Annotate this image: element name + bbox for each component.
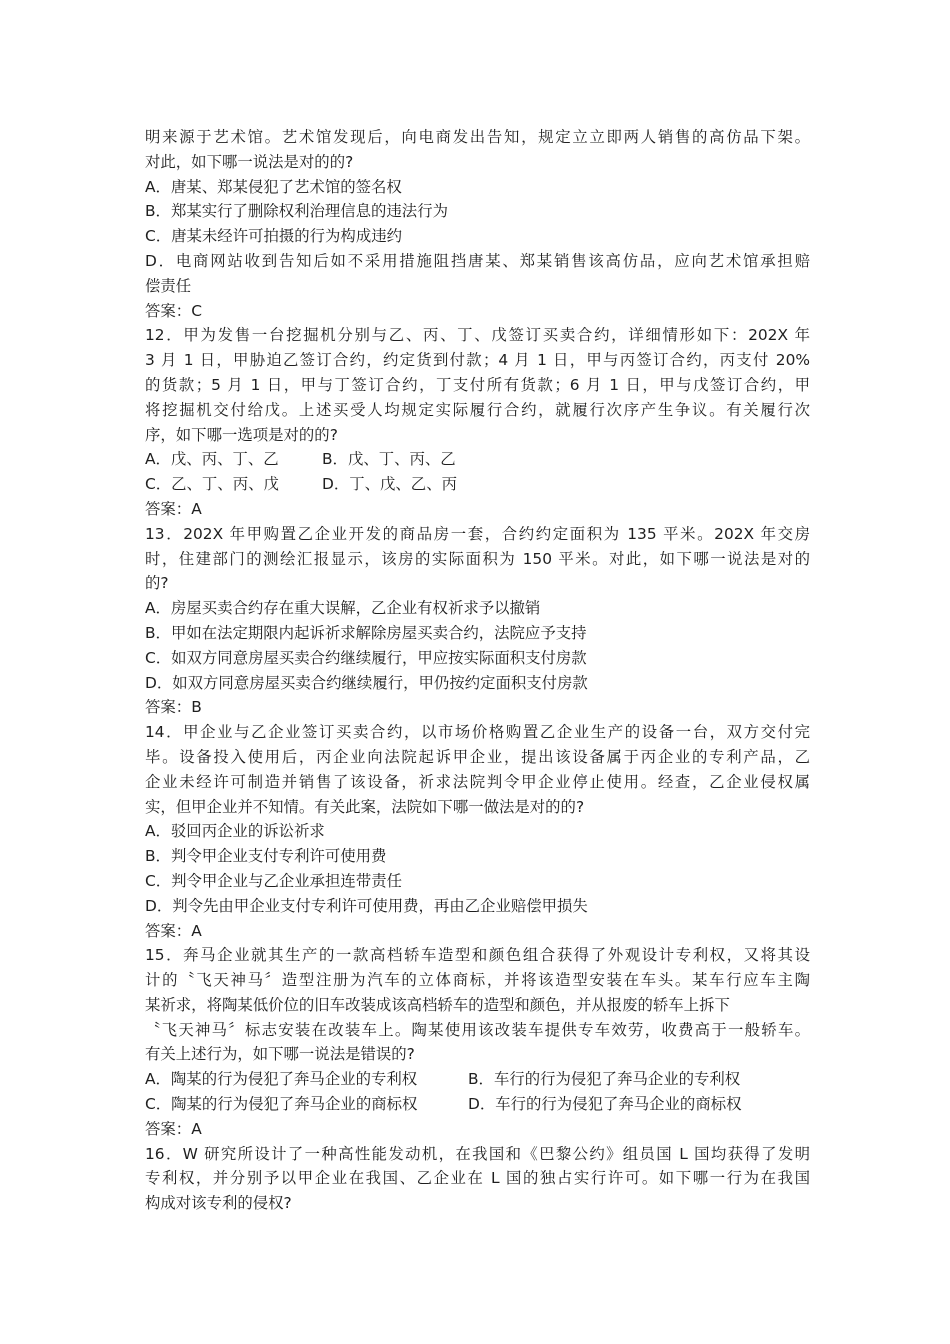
option-b: B．车行的行为侵犯了奔马企业的专利权 (468, 1070, 741, 1089)
options-row (145, 1092, 810, 1117)
option-d: D．电商网站收到告知后如不采用措施阻挡唐某、郑某销售该高仿品，应向艺术馆承担赔 (145, 251, 810, 270)
answer-line (145, 1117, 810, 1142)
answer-label: 答案： (145, 1119, 192, 1138)
answer-label: 答案： (145, 301, 192, 320)
question-text-line: 15．奔马企业就其生产的一款高档轿车造型和颜色组合获得了外观设计专利权，又将其设 (145, 946, 810, 965)
option-a: A．驳回丙企业的诉讼祈求 (145, 822, 325, 841)
question-text-line: 某祈求，将陶某低价位的旧车改装成该高档轿车的造型和颜色，并从报废的轿车上拆下 (145, 995, 730, 1014)
option-c: C．如双方同意房屋买卖合约继续履行，甲应按实际面积支付房款 (145, 648, 587, 667)
question-text-line: 的? (145, 574, 169, 593)
options-row (145, 472, 810, 497)
option-b: B．判令甲企业支付专利许可使用费 (145, 847, 387, 866)
answer-value: A (191, 921, 202, 940)
answer-value: B (191, 698, 202, 717)
question-text-line: 计的〝飞天神马〞造型注册为汽车的立体商标，并将该造型安装在车头。某车行应车主陶 (145, 971, 810, 990)
option-c: C．乙、丁、丙、戊 (145, 475, 279, 494)
option-c: C．唐某未经许可拍摄的行为构成违约 (145, 227, 402, 246)
question-text-line: 毕。设备投入使用后，丙企业向法院起诉甲企业，提出该设备属于丙企业的专利产品，乙 (145, 747, 810, 766)
answer-line (145, 919, 810, 944)
option-a: A．房屋买卖合约存在重大误解，乙企业有权祈求予以撤销 (145, 599, 541, 618)
option-a: A．陶某的行为侵犯了奔马企业的专利权 (145, 1070, 418, 1089)
answer-line (145, 695, 810, 720)
answer-label: 答案： (145, 698, 192, 717)
question-text-line: 3 月 1 日，甲胁迫乙签订合约，约定货到付款；4 月 1 日，甲与丙签订合约，丙支付 20% (145, 351, 810, 370)
option-d-continued: 偿责任 (145, 276, 192, 295)
question-14 (145, 720, 810, 943)
question-text-line: 企业未经许可制造并销售了该设备，祈求法院判令甲企业停止使用。经查，乙企业侵权属 (145, 772, 810, 791)
question-12 (145, 323, 810, 521)
option-d: D．丁、戊、乙、丙 (322, 475, 457, 494)
document-page (145, 125, 810, 1216)
question-text-line: 12．甲为发售一台挖掘机分别与乙、丙、丁、戊签订买卖合约，详细情形如下：202X 年 (145, 326, 810, 345)
question-text-line: 14．甲企业与乙企业签订买卖合约，以市场价格购置乙企业生产的设备一台，双方交付完 (145, 723, 810, 742)
question-text-line: 有关上述行为，如下哪一说法是错误的? (145, 1045, 415, 1064)
question-text-line: 构成对该专利的侵权? (145, 1194, 292, 1213)
option-d: D．车行的行为侵犯了奔马企业的商标权 (468, 1095, 742, 1114)
question-15 (145, 943, 810, 1141)
option-a: A．戊、丙、丁、乙 (145, 450, 279, 469)
answer-value: A (191, 1119, 202, 1138)
option-b: B．甲如在法定期限内起诉祈求解除房屋买卖合约，法院应予支持 (145, 623, 587, 642)
question-text-line: 的货款；5 月 1 日，甲与丁签订合约，丁支付所有货款；6 月 1 日，甲与戊签订合约，甲 (145, 375, 810, 394)
answer-line (145, 497, 810, 522)
question-text-line: 13．202X 年甲购置乙企业开发的商品房一套，合约约定面积为 135 平米。202X 年交房 (145, 524, 810, 543)
question-11-continued (145, 125, 810, 323)
question-text-line: 对此，如下哪一说法是对的的? (145, 152, 354, 171)
option-d: D．如双方同意房屋买卖合约继续履行，甲仍按约定面积支付房款 (145, 673, 588, 692)
options-row (145, 1067, 810, 1092)
answer-line (145, 299, 810, 324)
answer-value: C (191, 301, 202, 320)
option-a: A．唐某、郑某侵犯了艺术馆的签名权 (145, 177, 402, 196)
option-c: C．判令甲企业与乙企业承担连带责任 (145, 871, 402, 890)
question-text-line: 将挖掘机交付给戊。上述买受人均规定实际履行合约，就履行次序产生争议。有关履行次 (145, 400, 810, 419)
option-d: D．判令先由甲企业支付专利许可使用费，再由乙企业赔偿甲损失 (145, 896, 588, 915)
options-row (145, 447, 810, 472)
question-text-line: 序，如下哪一选项是对的的? (145, 425, 338, 444)
option-b: B．郑某实行了删除权利治理信息的违法行为 (145, 202, 448, 221)
question-text-line: 明来源于艺术馆。艺术馆发现后，向电商发出告知，规定立立即两人销售的高仿品下架。 (145, 128, 810, 146)
question-16 (145, 1142, 810, 1216)
question-text-line: 时，住建部门的测绘汇报显示，该房的实际面积为 150 平米。对此，如下哪一说法是对的 (145, 549, 810, 568)
option-b: B．戊、丁、丙、乙 (322, 450, 456, 469)
question-13 (145, 522, 810, 720)
question-text-line: 专利权，并分别予以甲企业在我国、乙企业在 L 国的独占实行许可。如下哪一行为在我国 (145, 1169, 810, 1188)
question-text-line: 16．W 研究所设计了一种高性能发动机，在我国和《巴黎公约》组员国 L 国均获得了发明 (145, 1144, 810, 1163)
answer-label: 答案： (145, 921, 192, 940)
answer-value: A (191, 499, 202, 518)
option-c: C．陶某的行为侵犯了奔马企业的商标权 (145, 1095, 418, 1114)
answer-label: 答案： (145, 499, 192, 518)
question-text-line: 〝飞天神马〞标志安装在改装车上。陶某使用该改装车提供专车效劳，收费高于一般轿车。 (145, 1020, 810, 1039)
question-text-line: 实，但甲企业并不知情。有关此案，法院如下哪一做法是对的的? (145, 797, 585, 816)
